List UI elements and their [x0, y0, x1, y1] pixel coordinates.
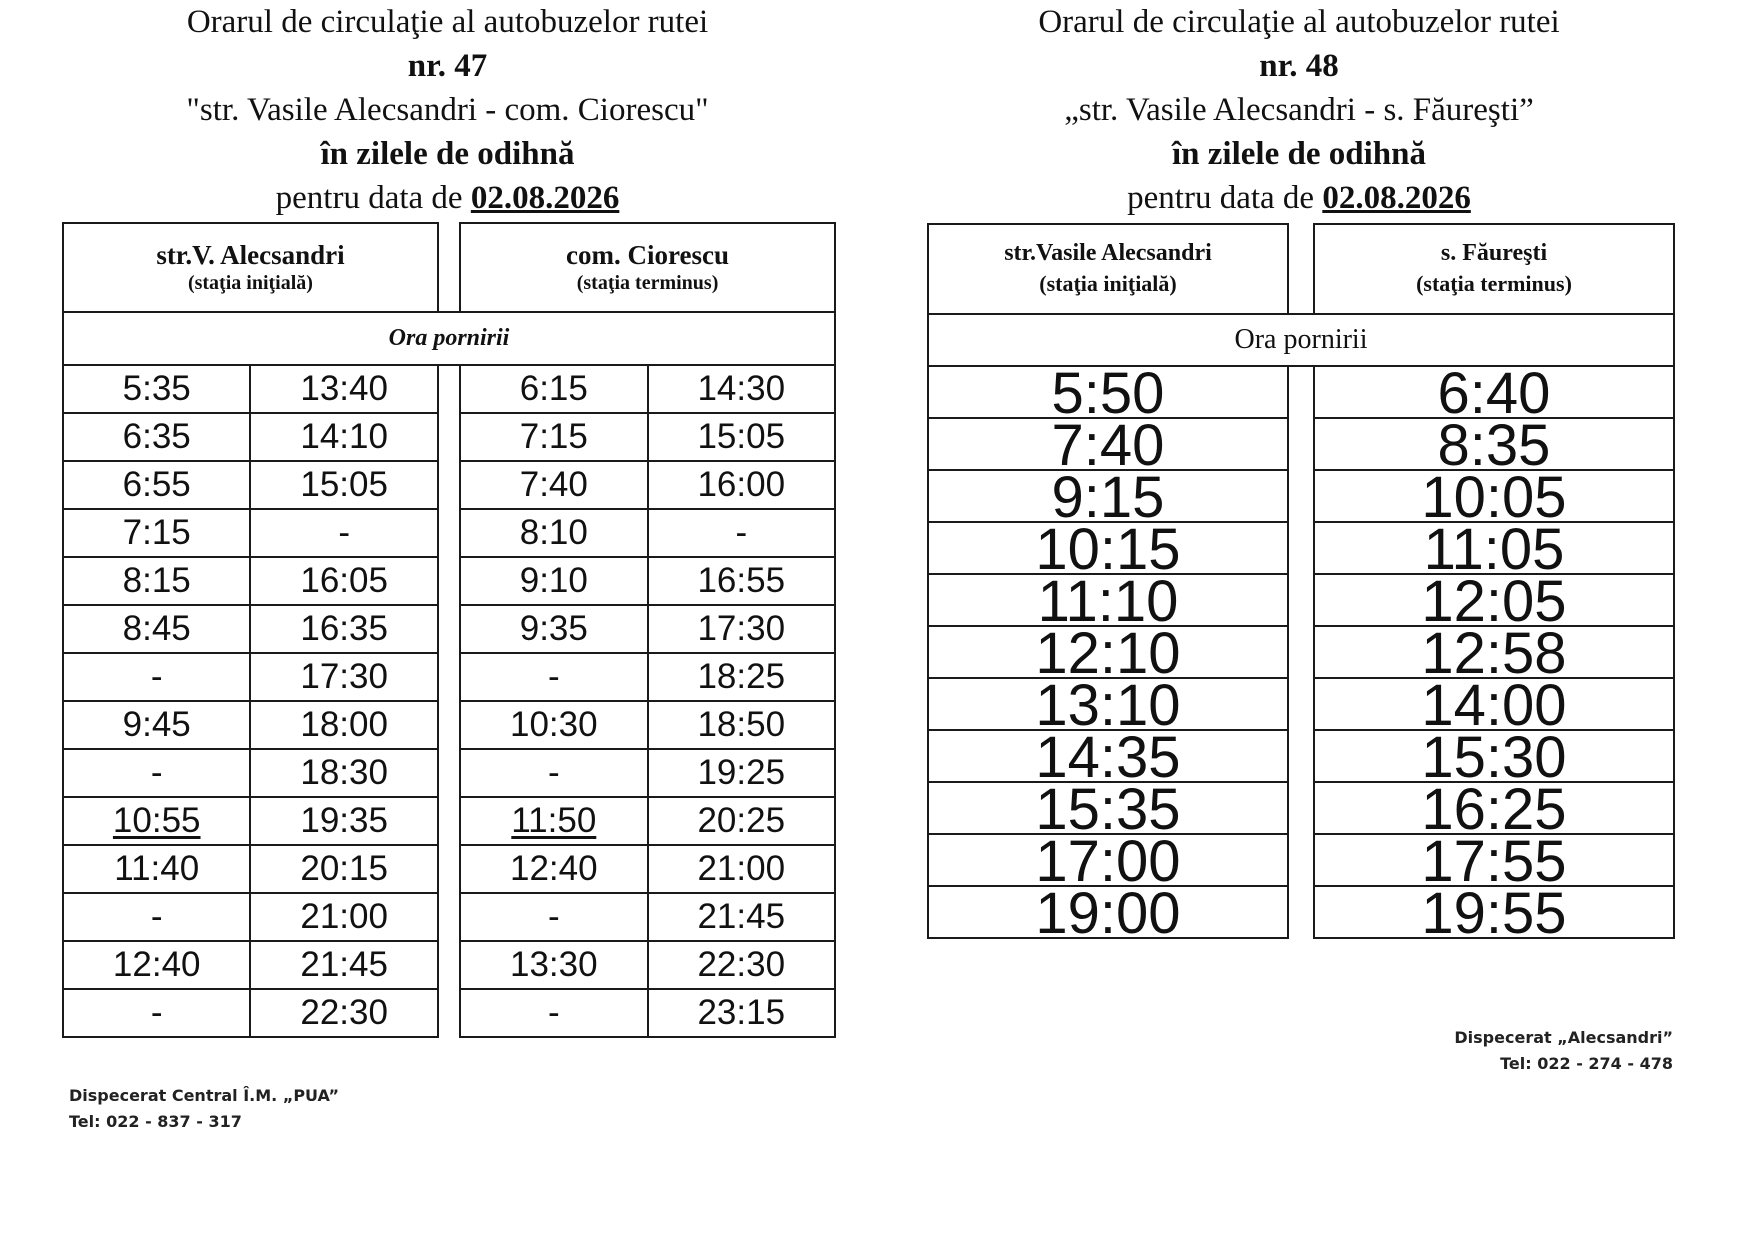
- column-gap: [1288, 886, 1314, 938]
- route48-start-station-header: [928, 224, 1288, 314]
- departure-time: 5:50: [1051, 361, 1165, 426]
- departure-time: 13:40: [300, 369, 388, 408]
- departure-time-cell: [1314, 621, 1674, 686]
- table-row: [63, 413, 835, 461]
- departure-time: 18:00: [300, 705, 388, 744]
- departure-time: 15:35: [1035, 777, 1181, 842]
- departure-time-cell: [648, 509, 835, 557]
- departure-time: 12:40: [510, 849, 598, 888]
- departure-time-cell: [648, 413, 835, 461]
- departure-time-cell: [648, 605, 835, 653]
- departure-time-cell: [928, 777, 1288, 842]
- departure-time: 19:55: [1421, 881, 1567, 946]
- column-gap: [438, 749, 460, 797]
- departure-time-cell: [1314, 465, 1674, 530]
- departure-time: 18:25: [697, 657, 786, 696]
- table-row: [63, 461, 835, 509]
- departure-time: 15:30: [1421, 725, 1567, 790]
- departure-time-cell: [250, 509, 437, 557]
- departure-time: 12:58: [1421, 621, 1567, 686]
- table-row: [63, 701, 835, 749]
- table-row: [63, 749, 835, 797]
- column-gap: [438, 941, 460, 989]
- departure-time-cell: [460, 701, 647, 749]
- departure-time-cell: [63, 605, 250, 653]
- departure-time: 15:05: [300, 465, 388, 504]
- departure-time: 8:15: [122, 561, 191, 600]
- departure-time-cell: [460, 461, 647, 509]
- departure-time: 16:00: [697, 465, 786, 504]
- departure-time: 17:55: [1421, 829, 1567, 894]
- route47-date: 02.08.2026: [470, 180, 620, 216]
- table-row: [63, 845, 835, 893]
- route48-departure-label: Ora pornirii: [928, 314, 1674, 366]
- departure-time: 19:00: [1035, 881, 1181, 946]
- departure-time: -: [150, 753, 163, 792]
- column-gap: [438, 893, 460, 941]
- departure-time-cell: [63, 845, 250, 893]
- route47-dispatcher-phone: Tel: 022 - 837 - 317: [69, 1112, 242, 1131]
- column-gap: [1288, 834, 1314, 886]
- departure-time-cell: [250, 893, 437, 941]
- departure-time-cell: [1314, 777, 1674, 842]
- route47-number: nr. 47: [407, 48, 488, 84]
- departure-time-cell: [1314, 361, 1674, 426]
- departure-time-cell: [648, 797, 835, 845]
- route48-dispatcher-info: [1454, 1025, 1673, 1077]
- departure-time: 6:15: [519, 369, 588, 408]
- table-row: [63, 557, 835, 605]
- departure-time-cell: [63, 365, 250, 413]
- departure-time-cell: [1314, 881, 1674, 946]
- departure-time-cell: [63, 461, 250, 509]
- route47-end-station-header: [460, 223, 835, 312]
- column-gap: [438, 845, 460, 893]
- departure-time-cell: [63, 941, 250, 989]
- departure-time: 5:35: [122, 369, 191, 408]
- departure-time-cell: [928, 725, 1288, 790]
- column-gap: [438, 557, 460, 605]
- departure-time-cell: [250, 845, 437, 893]
- column-gap: [438, 509, 460, 557]
- route48-end-station-sub: (staţia terminus): [1416, 271, 1572, 296]
- table-row: [928, 886, 1674, 938]
- departure-time-cell: [928, 829, 1288, 894]
- departure-time-cell: [928, 517, 1288, 582]
- departure-time-cell: [250, 461, 437, 509]
- departure-time: 17:00: [1035, 829, 1181, 894]
- table-row: [928, 834, 1674, 886]
- departure-time-cell: [928, 673, 1288, 738]
- route48-end-station-name: s. Făureşti: [1440, 240, 1548, 266]
- departure-time: 15:05: [697, 417, 786, 456]
- table-row: [63, 509, 835, 557]
- departure-time: -: [338, 513, 350, 552]
- route47-end-station-name: com. Ciorescu: [566, 239, 730, 270]
- departure-time: 10:30: [510, 705, 598, 744]
- departure-time: 9:45: [122, 705, 191, 744]
- departure-time: 7:40: [519, 465, 588, 504]
- departure-time-cell: [1314, 829, 1674, 894]
- departure-time-cell: [250, 797, 437, 845]
- route47-dispatcher-name: Dispecerat Central Î.M. „PUA”: [69, 1086, 339, 1105]
- departure-time: 22:30: [697, 945, 786, 984]
- departure-time: 7:15: [519, 417, 588, 456]
- departure-time: -: [547, 993, 560, 1032]
- column-gap: [1288, 574, 1314, 626]
- column-gap: [1288, 730, 1314, 782]
- departure-time: 9:15: [1051, 465, 1165, 530]
- departure-time: 6:55: [122, 465, 191, 504]
- departure-time-cell: [460, 893, 647, 941]
- column-gap: [438, 223, 460, 312]
- departure-time: 8:10: [519, 513, 588, 552]
- departure-time-cell: [63, 797, 250, 845]
- table-row: [63, 989, 835, 1037]
- column-gap: [438, 461, 460, 509]
- column-gap: [1288, 678, 1314, 730]
- departure-time-cell: [460, 557, 647, 605]
- departure-time-cell: [460, 365, 647, 413]
- departure-time-cell: [250, 653, 437, 701]
- route47-date-prefix: pentru data de: [275, 180, 463, 216]
- departure-time: -: [547, 897, 560, 936]
- departure-time-cell: [250, 413, 437, 461]
- departure-time: 21:45: [697, 897, 786, 936]
- column-gap: [1288, 366, 1314, 418]
- table-row: [928, 626, 1674, 678]
- departure-time: 7:15: [122, 513, 191, 552]
- departure-time: -: [547, 657, 560, 696]
- column-gap: [438, 989, 460, 1037]
- column-gap: [1288, 418, 1314, 470]
- table-row: [63, 797, 835, 845]
- departure-time: 14:10: [300, 417, 388, 456]
- departure-time: 8:45: [122, 609, 191, 648]
- departure-time-cell: [648, 701, 835, 749]
- departure-time-cell: [928, 465, 1288, 530]
- column-gap: [438, 701, 460, 749]
- route47-header: [55, 0, 840, 220]
- route47-start-station-header: [63, 223, 438, 312]
- departure-time-cell: [63, 989, 250, 1037]
- route47-start-station-sub: (staţia iniţială): [187, 271, 313, 294]
- table-row: [63, 941, 835, 989]
- departure-time: 23:15: [697, 993, 786, 1032]
- route48-start-station-name: str.Vasile Alecsandri: [1004, 240, 1212, 266]
- departure-time: 13:10: [1035, 673, 1181, 738]
- departure-time-cell: [928, 413, 1288, 478]
- departure-time-cell: [63, 749, 250, 797]
- departure-time-cell: [460, 749, 647, 797]
- departure-time: -: [150, 657, 163, 696]
- departure-time-cell: [250, 605, 437, 653]
- column-gap: [1288, 522, 1314, 574]
- route48-end-station-header: [1314, 224, 1674, 314]
- departure-time-cell: [648, 653, 835, 701]
- departure-time: 10:55: [112, 801, 201, 840]
- departure-time-cell: [250, 941, 437, 989]
- departure-time-cell: [63, 509, 250, 557]
- departure-time-cell: [63, 653, 250, 701]
- route48-timetable: [927, 223, 1675, 946]
- departure-time: 14:00: [1421, 673, 1567, 738]
- departure-time: 9:35: [519, 609, 588, 648]
- departure-time: 12:05: [1421, 569, 1567, 634]
- table-row: [928, 730, 1674, 782]
- route47-end-station-sub: (staţia terminus): [576, 271, 719, 294]
- departure-time: 7:40: [1051, 413, 1165, 478]
- column-gap: [438, 653, 460, 701]
- route48-date-line: [895, 176, 1703, 220]
- route48-title: Orarul de circulaţie al autobuzelor rutei: [1038, 4, 1560, 40]
- departure-time: 20:15: [300, 849, 388, 888]
- route48-header: [895, 0, 1703, 220]
- departure-time-cell: [928, 361, 1288, 426]
- route47-route-name: "str. Vasile Alecsandri - com. Ciorescu": [186, 92, 709, 128]
- column-gap: [1288, 626, 1314, 678]
- route48-route-name: „str. Vasile Alecsandri - s. Făureşti”: [1064, 92, 1534, 128]
- departure-time-cell: [460, 989, 647, 1037]
- departure-time-cell: [648, 365, 835, 413]
- departure-time-cell: [648, 461, 835, 509]
- departure-time-cell: [460, 413, 647, 461]
- departure-time: 11:10: [1037, 569, 1179, 634]
- departure-time: -: [150, 993, 163, 1032]
- route48-date: 02.08.2026: [1322, 180, 1471, 216]
- departure-time-cell: [1314, 725, 1674, 790]
- departure-time-cell: [250, 557, 437, 605]
- departure-time: 21:00: [300, 897, 388, 936]
- table-row: [63, 365, 835, 413]
- departure-time-cell: [648, 893, 835, 941]
- departure-time: 20:25: [697, 801, 786, 840]
- table-row: [63, 653, 835, 701]
- departure-time: 19:35: [300, 801, 388, 840]
- departure-time-cell: [1314, 673, 1674, 738]
- departure-time: 8:35: [1437, 413, 1551, 478]
- departure-time: 18:30: [300, 753, 388, 792]
- departure-time: 16:35: [300, 609, 388, 648]
- departure-time: 16:55: [697, 561, 786, 600]
- route48-dispatcher-name: Dispecerat „Alecsandri”: [1454, 1028, 1673, 1047]
- departure-time-cell: [460, 509, 647, 557]
- departure-time: 22:30: [300, 993, 388, 1032]
- departure-time: 19:25: [697, 753, 786, 792]
- departure-time-cell: [63, 413, 250, 461]
- departure-time: 6:40: [1437, 361, 1551, 426]
- departure-time-cell: [63, 893, 250, 941]
- departure-time-cell: [1314, 413, 1674, 478]
- departure-time-cell: [250, 365, 437, 413]
- departure-time: 14:30: [697, 369, 786, 408]
- departure-time-cell: [648, 989, 835, 1037]
- departure-time: 17:30: [697, 609, 786, 648]
- column-gap: [438, 605, 460, 653]
- departure-time-cell: [1314, 517, 1674, 582]
- departure-time: 16:05: [300, 561, 388, 600]
- departure-time-cell: [63, 701, 250, 749]
- column-gap: [438, 797, 460, 845]
- departure-time: 12:40: [112, 945, 201, 984]
- departure-time: 13:30: [510, 945, 598, 984]
- route47-days: în zilele de odihnă: [320, 136, 575, 172]
- departure-time-cell: [928, 569, 1288, 634]
- column-gap: [1288, 470, 1314, 522]
- departure-time-cell: [648, 941, 835, 989]
- route48-date-prefix: pentru data de: [1127, 180, 1315, 216]
- departure-time: 6:35: [122, 417, 191, 456]
- departure-time: 17:30: [300, 657, 388, 696]
- departure-time-cell: [928, 621, 1288, 686]
- departure-time-cell: [648, 557, 835, 605]
- departure-time-cell: [928, 881, 1288, 946]
- route48-dispatcher-phone: Tel: 022 - 274 - 478: [1500, 1054, 1673, 1073]
- table-row: [928, 678, 1674, 730]
- route48-start-station-sub: (staţia iniţială): [1039, 271, 1177, 296]
- departure-time: 12:10: [1035, 621, 1181, 686]
- table-row: [928, 782, 1674, 834]
- route47-title: Orarul de circulaţie al autobuzelor rutei: [186, 4, 709, 40]
- route48-days: în zilele de odihnă: [1172, 136, 1426, 172]
- departure-time-cell: [648, 845, 835, 893]
- departure-time-cell: [648, 749, 835, 797]
- route47-date-line: [55, 176, 840, 220]
- departure-time: 11:05: [1423, 517, 1565, 582]
- table-row: [928, 522, 1674, 574]
- route47-timetable: [62, 222, 836, 1038]
- departure-time-cell: [460, 797, 647, 845]
- departure-time: 11:40: [114, 849, 200, 888]
- departure-time: 21:45: [300, 945, 388, 984]
- route48-number: nr. 48: [1259, 48, 1339, 84]
- column-gap: [438, 413, 460, 461]
- table-row: [928, 574, 1674, 626]
- route47-dispatcher-info: [69, 1083, 339, 1135]
- table-row: [63, 893, 835, 941]
- table-row: [63, 605, 835, 653]
- departure-time-cell: [1314, 569, 1674, 634]
- route47-departure-label: Ora pornirii: [63, 312, 835, 365]
- departure-time-cell: [460, 845, 647, 893]
- departure-time-cell: [250, 701, 437, 749]
- column-gap: [1288, 782, 1314, 834]
- departure-time-cell: [460, 653, 647, 701]
- departure-time: -: [547, 753, 560, 792]
- departure-time: 16:25: [1421, 777, 1567, 842]
- departure-time-cell: [250, 989, 437, 1037]
- departure-time: 10:15: [1035, 517, 1181, 582]
- departure-time: 11:50: [511, 801, 597, 840]
- departure-time-cell: [460, 605, 647, 653]
- column-gap: [438, 365, 460, 413]
- departure-time-cell: [63, 557, 250, 605]
- departure-time: -: [150, 897, 163, 936]
- departure-time-cell: [250, 749, 437, 797]
- departure-time: 10:05: [1421, 465, 1567, 530]
- table-row: [928, 418, 1674, 470]
- departure-time: 21:00: [697, 849, 786, 888]
- departure-time: 9:10: [519, 561, 588, 600]
- departure-time-cell: [460, 941, 647, 989]
- route47-start-station-name: str.V. Alecsandri: [156, 239, 345, 270]
- table-row: [928, 470, 1674, 522]
- departure-time: 18:50: [697, 705, 786, 744]
- table-row: [928, 366, 1674, 418]
- column-gap: [1288, 224, 1314, 314]
- departure-time: 14:35: [1035, 725, 1181, 790]
- departure-time: -: [735, 513, 748, 552]
